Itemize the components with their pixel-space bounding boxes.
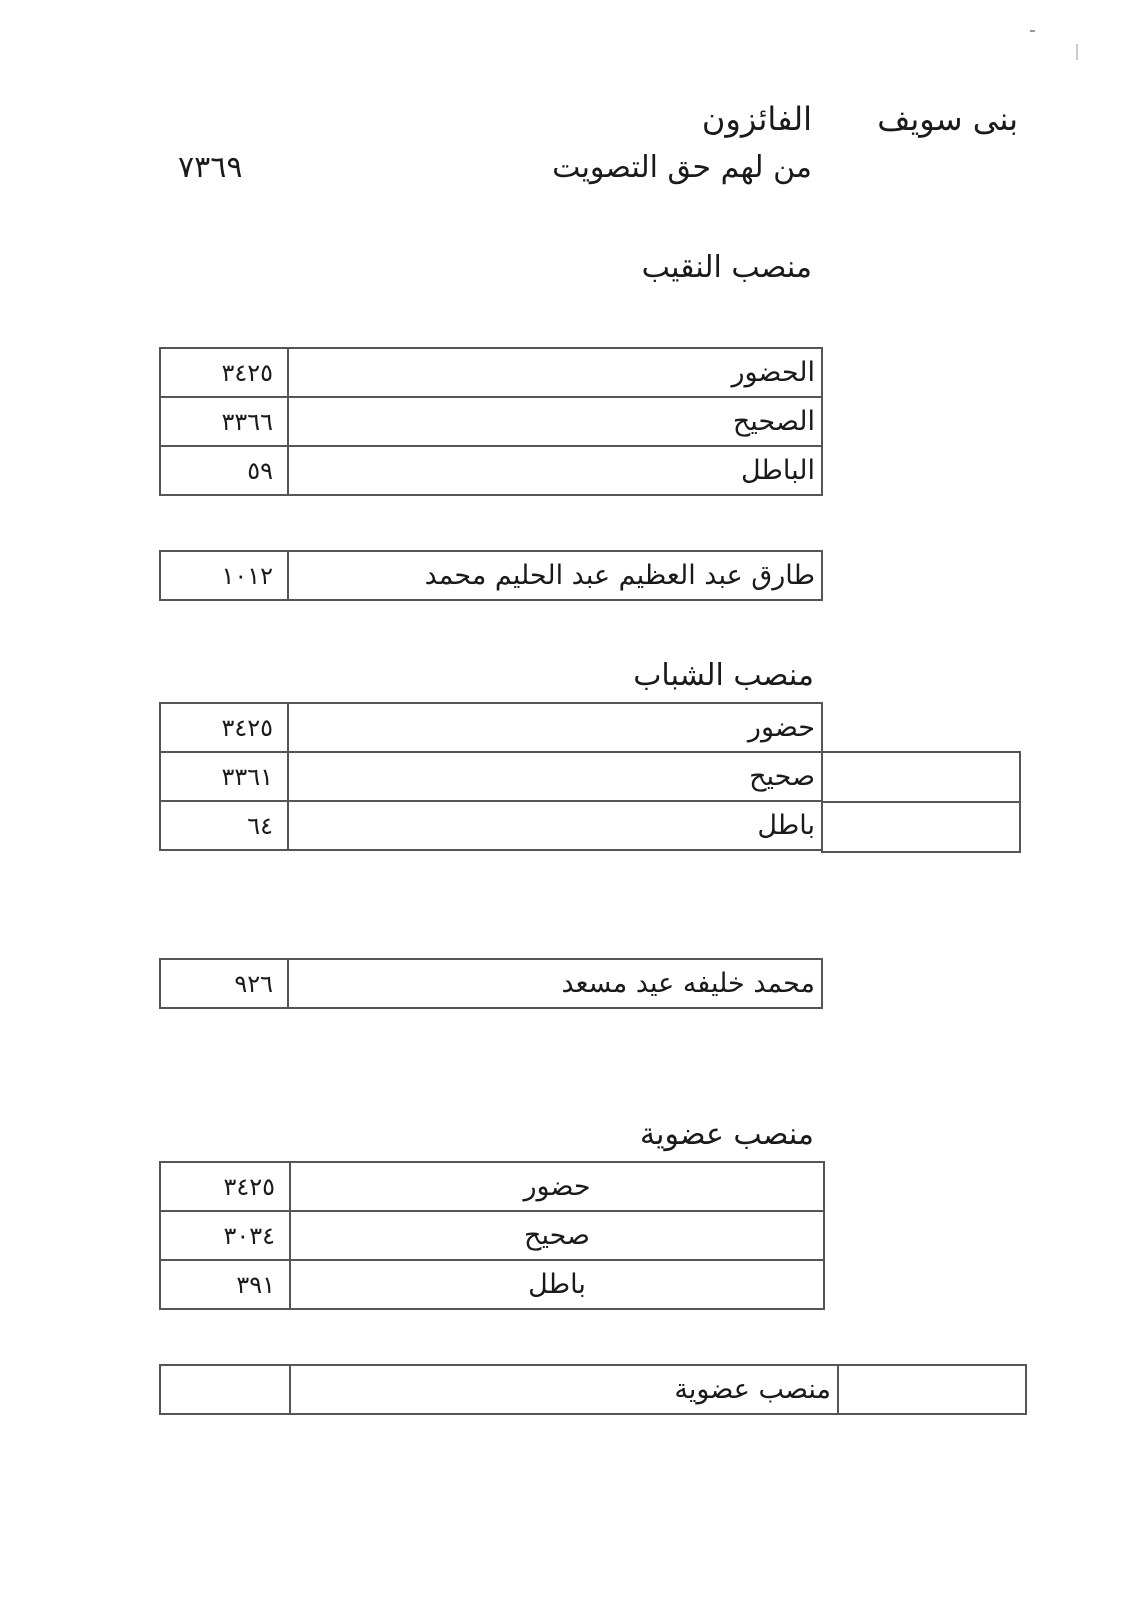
table-row — [160, 551, 822, 600]
stat-value: ٣٤٢٥ — [160, 348, 288, 397]
scan-speck — [1076, 44, 1078, 60]
section-title-membership: منصب عضوية — [640, 1117, 814, 1152]
naqib-stats-table — [159, 347, 823, 496]
winner-name: طارق عبد العظيم عبد الحليم محمد — [288, 551, 822, 600]
stat-label: الحضور — [288, 348, 822, 397]
stat-value: ٥٩ — [160, 446, 288, 495]
eligible-voters-count: ٧٣٦٩ — [178, 150, 243, 185]
stat-value: ٣٠٣٤ — [160, 1211, 290, 1260]
winner-votes: ١٠١٢ — [160, 551, 288, 600]
table-row — [160, 1260, 824, 1309]
winner-name: محمد خليفه عيد مسعد — [288, 959, 822, 1008]
stat-value: ٣٣٦٦ — [160, 397, 288, 446]
table-row — [160, 1162, 824, 1211]
eligible-voters-label: من لهم حق التصويت — [552, 150, 812, 185]
stat-value: ٣٣٦١ — [160, 752, 288, 801]
row-divider — [821, 801, 1019, 803]
section-title-naqib: منصب النقيب — [641, 250, 812, 285]
table-row — [160, 752, 822, 801]
winner-row-label: منصب عضوية — [290, 1365, 838, 1414]
table-row — [160, 397, 822, 446]
winners-label: الفائزون — [701, 100, 812, 138]
stat-label: باطل — [288, 801, 822, 850]
table-row — [160, 959, 822, 1008]
stat-label: الصحيح — [288, 397, 822, 446]
stat-label: الباطل — [288, 446, 822, 495]
stat-label: باطل — [290, 1260, 824, 1309]
table-row — [160, 703, 822, 752]
stat-label: صحيح — [288, 752, 822, 801]
winner-votes: ٩٢٦ — [160, 959, 288, 1008]
stat-value: ٣٤٢٥ — [160, 703, 288, 752]
section-title-youth: منصب الشباب — [633, 658, 814, 693]
youth-table-extra-column — [821, 751, 1021, 853]
membership-winner-table — [159, 1364, 1027, 1415]
stat-value: ٣٩١ — [160, 1260, 290, 1309]
table-row — [160, 446, 822, 495]
table-row — [160, 1365, 1026, 1414]
youth-stats-table — [159, 702, 823, 851]
table-row — [160, 801, 822, 850]
youth-winner-table — [159, 958, 823, 1009]
membership-stats-table — [159, 1161, 825, 1310]
stat-label: حضور — [288, 703, 822, 752]
scan-speck — [1030, 30, 1035, 32]
winner-votes-empty — [160, 1365, 290, 1414]
stat-value: ٦٤ — [160, 801, 288, 850]
stat-label: حضور — [290, 1162, 824, 1211]
naqib-winner-table — [159, 550, 823, 601]
stat-value: ٣٤٢٥ — [160, 1162, 290, 1211]
table-row — [160, 348, 822, 397]
stat-label: صحيح — [290, 1211, 824, 1260]
table-row — [160, 1211, 824, 1260]
empty-cell — [838, 1365, 1026, 1414]
governorate-name: بنى سويف — [877, 100, 1018, 138]
